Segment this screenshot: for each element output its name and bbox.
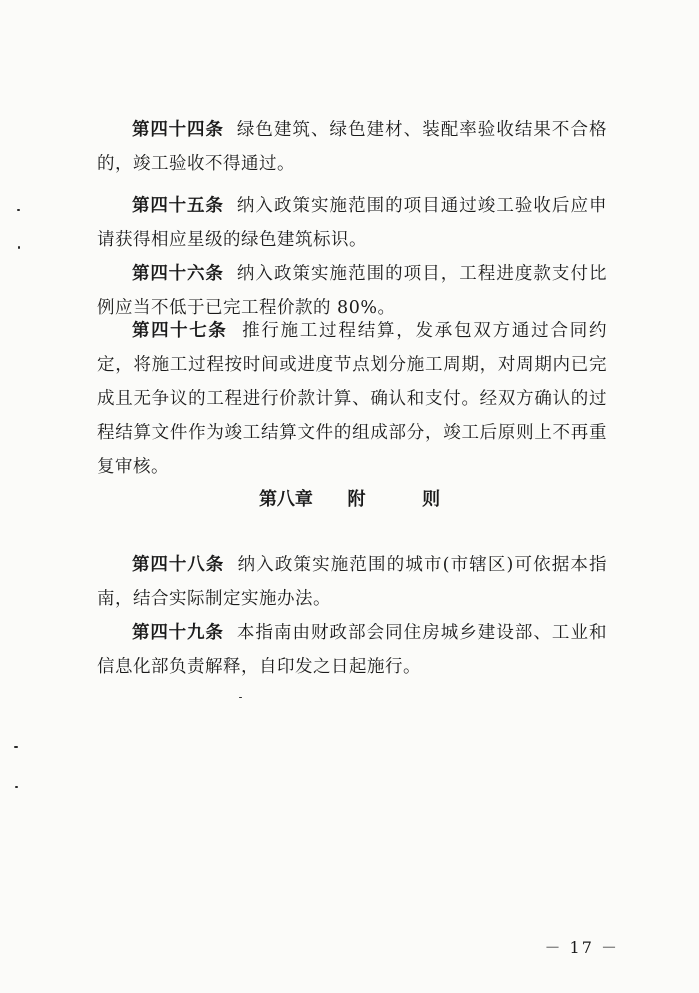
article-number: 第四十五条 (132, 196, 224, 216)
chapter-title-part1: 附 (347, 489, 366, 510)
page-number: － 17 － (544, 938, 619, 957)
scan-speck (18, 246, 20, 249)
chapter-label: 第八章 (258, 489, 313, 510)
article-number: 第四十八条 (132, 555, 225, 575)
article-45 (97, 189, 607, 257)
article-text: 推行施工过程结算，发承包双方通过合同约定，将施工过程按时间或进度节点划分施工周期，对周期内已完成且无争议的工程进行价款计算、确认和支付。经双方确认的过程结算文件作为竣工结算文件的组成部分，竣工后原则上不再重复审核。 (97, 321, 607, 477)
article-number: 第四十四条 (132, 120, 224, 140)
article-text: 纳入政策实施范围的城市(市辖区)可依据本指南，结合实际制定实施办法。 (97, 555, 607, 609)
article-number: 第四十九条 (132, 623, 224, 643)
article-47 (97, 314, 607, 484)
article-number: 第四十六条 (132, 264, 224, 284)
article-48 (97, 548, 607, 616)
article-49 (97, 616, 607, 684)
chapter-title-part2: 则 (422, 489, 441, 510)
article-text: 纳入政策实施范围的项目，工程进度款支付比例应当不低于已完工程价款的 80%。 (97, 264, 608, 318)
scan-speck (14, 746, 18, 748)
scan-speck (239, 697, 242, 698)
article-44 (97, 113, 607, 181)
article-text: 本指南由财政部会同住房城乡建设部、工业和信息化部负责解释，自印发之日起施行。 (97, 623, 608, 677)
article-text: 纳入政策实施范围的项目通过竣工验收后应申请获得相应星级的绿色建筑标识。 (97, 196, 608, 250)
article-number: 第四十七条 (132, 321, 228, 341)
article-text: 绿色建筑、绿色建材、装配率验收结果不合格的，竣工验收不得通过。 (97, 120, 608, 174)
chapter-heading (0, 483, 699, 517)
scan-speck (17, 209, 20, 211)
scan-speck (15, 786, 18, 788)
